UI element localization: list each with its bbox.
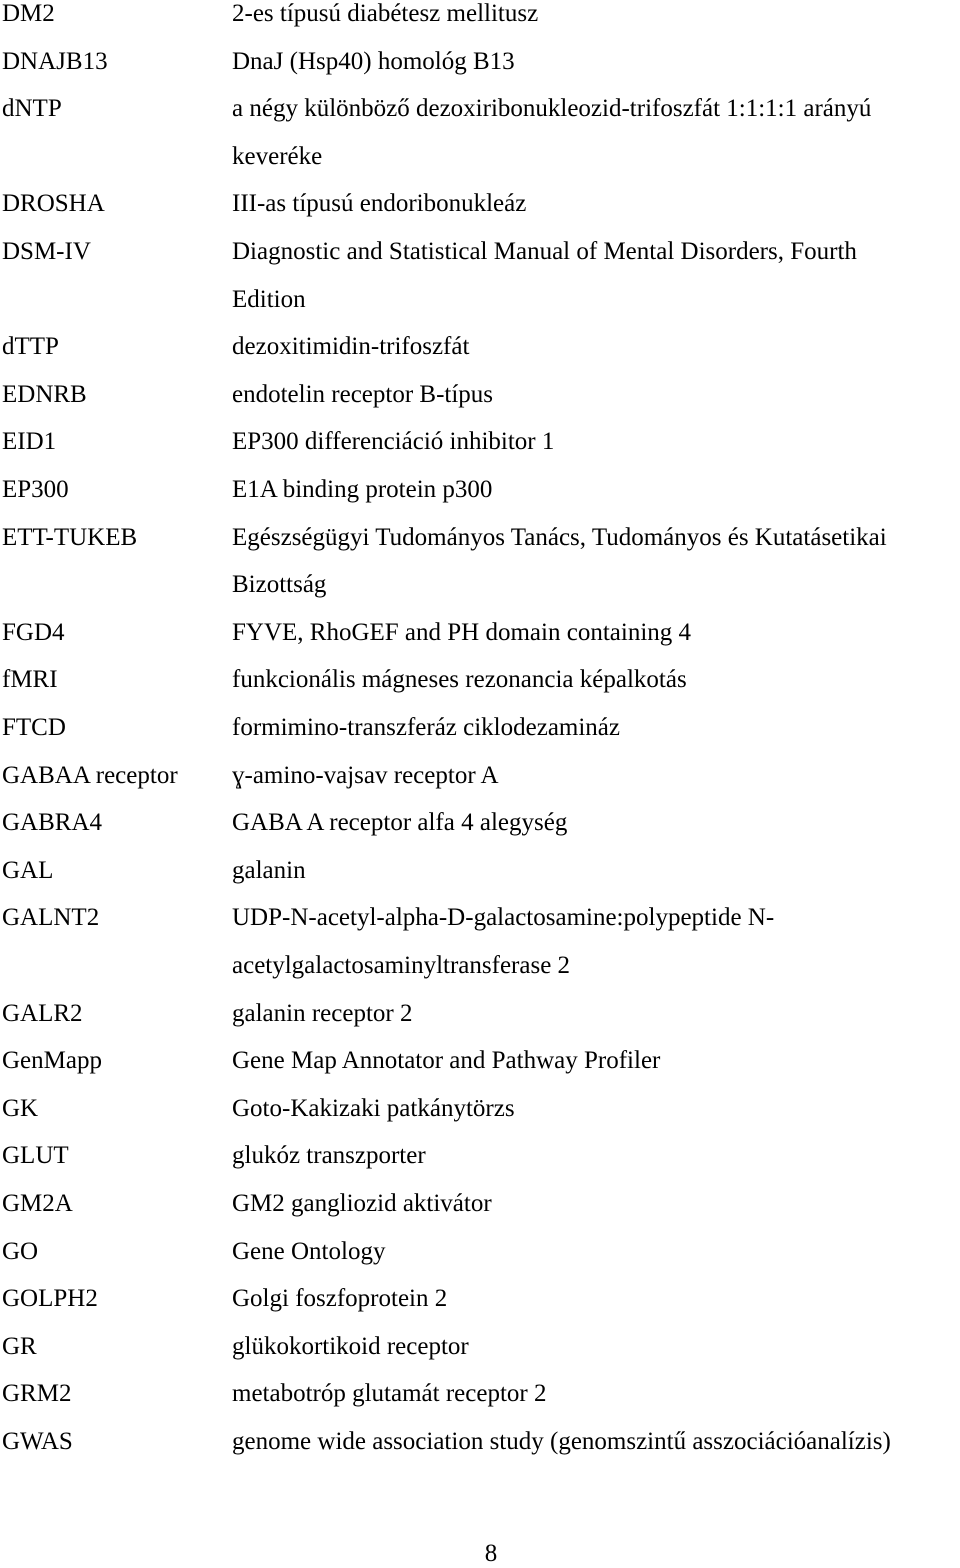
abbreviation-definition: III-as típusú endoribonukleáz: [232, 190, 527, 218]
abbreviation-term: ETT-TUKEB: [2, 523, 138, 551]
abbreviation-definition: GABA A receptor alfa 4 alegység: [232, 809, 568, 837]
abbreviation-definition: DnaJ (Hsp40) homológ B13: [232, 47, 515, 75]
abbreviation-definition: 2-es típusú diabétesz mellitusz: [232, 0, 539, 27]
abbreviation-definition: Edition: [232, 285, 306, 313]
abbreviation-term: fMRI: [2, 666, 58, 694]
abbreviation-definition: Egészségügyi Tudományos Tanács, Tudományos és Kutatásetikai: [232, 523, 887, 551]
page-number: 8: [484, 1540, 498, 1567]
abbreviation-definition: metabotróp glutamát receptor 2: [232, 1380, 547, 1408]
abbreviation-definition: acetylgalactosaminyltransferase 2: [232, 952, 571, 979]
abbreviation-definition: funkcionális mágneses rezonancia képalkotás: [232, 666, 687, 694]
abbreviation-definition: formimino-transzferáz ciklodezamináz: [232, 714, 621, 741]
abbreviation-term: GLUT: [2, 1142, 69, 1170]
abbreviation-term: GRM2: [2, 1380, 72, 1408]
abbreviation-definition: Gene Ontology: [232, 1237, 386, 1265]
abbreviation-definition: Bizottság: [232, 571, 327, 599]
abbreviation-definition: endotelin receptor B-típus: [232, 380, 494, 408]
abbreviation-definition: dezoxitimidin-trifoszfát: [232, 333, 470, 361]
abbreviation-definition: E1A binding protein p300: [232, 476, 493, 503]
abbreviation-term: GALNT2: [2, 904, 100, 932]
abbreviation-term: GK: [2, 1094, 39, 1122]
abbreviation-definition: Golgi foszfoprotein 2: [232, 1285, 448, 1313]
abbreviation-term: DM2: [2, 0, 55, 27]
abbreviation-term: dNTP: [2, 95, 62, 123]
abbreviation-term: GM2A: [2, 1190, 73, 1217]
abbreviation-term: GenMapp: [2, 1047, 102, 1075]
abbreviation-definition: UDP-N-acetyl-alpha-D-galactosamine:polypeptide N-: [232, 904, 775, 932]
abbreviation-term: GOLPH2: [2, 1285, 98, 1313]
abbreviation-definition: FYVE, RhoGEF and PH domain containing 4: [232, 618, 692, 646]
abbreviation-definition: Goto-Kakizaki patkánytörzs: [232, 1094, 515, 1122]
abbreviation-definition: galanin: [232, 856, 306, 884]
abbreviation-term: dTTP: [2, 333, 59, 361]
abbreviation-term: GABAA receptor: [2, 761, 178, 789]
abbreviation-definition: galanin receptor 2: [232, 999, 413, 1027]
abbreviation-definition: a négy különböző dezoxiribonukleozid-trifoszfát 1:1:1:1 arányú: [232, 95, 872, 123]
abbreviation-definition: GM2 gangliozid aktivátor: [232, 1190, 492, 1217]
abbreviation-term: GALR2: [2, 999, 83, 1027]
abbreviation-term: GWAS: [2, 1428, 73, 1455]
abbreviation-term: FGD4: [2, 618, 65, 646]
abbreviation-definition: EP300 differenciáció inhibitor 1: [232, 428, 555, 456]
abbreviation-term: DNAJB13: [2, 47, 108, 75]
abbreviation-definition: genome wide association study (genomszintű asszociációanalízis): [232, 1428, 891, 1455]
abbreviation-definition: glukóz transzporter: [232, 1142, 426, 1170]
abbreviation-term: GAL: [2, 856, 54, 884]
abbreviation-term: DROSHA: [2, 190, 105, 218]
abbreviation-definition: Gene Map Annotator and Pathway Profiler: [232, 1047, 661, 1075]
abbreviation-term: EID1: [2, 428, 57, 456]
abbreviation-term: DSM-IV: [2, 238, 91, 265]
abbreviation-definition: ɣ-amino-vajsav receptor A: [232, 761, 499, 789]
abbreviation-term: GR: [2, 1332, 37, 1360]
abbreviation-term: EP300: [2, 476, 69, 503]
abbreviation-definition: keveréke: [232, 142, 323, 170]
abbreviation-term: GABRA4: [2, 809, 103, 837]
abbreviation-definition: Diagnostic and Statistical Manual of Mental Disorders, Fourth: [232, 238, 857, 265]
abbreviation-term: GO: [2, 1237, 39, 1265]
abbreviation-term: EDNRB: [2, 380, 87, 408]
abbreviation-term: FTCD: [2, 714, 66, 741]
abbreviation-definition: glükokortikoid receptor: [232, 1332, 469, 1360]
